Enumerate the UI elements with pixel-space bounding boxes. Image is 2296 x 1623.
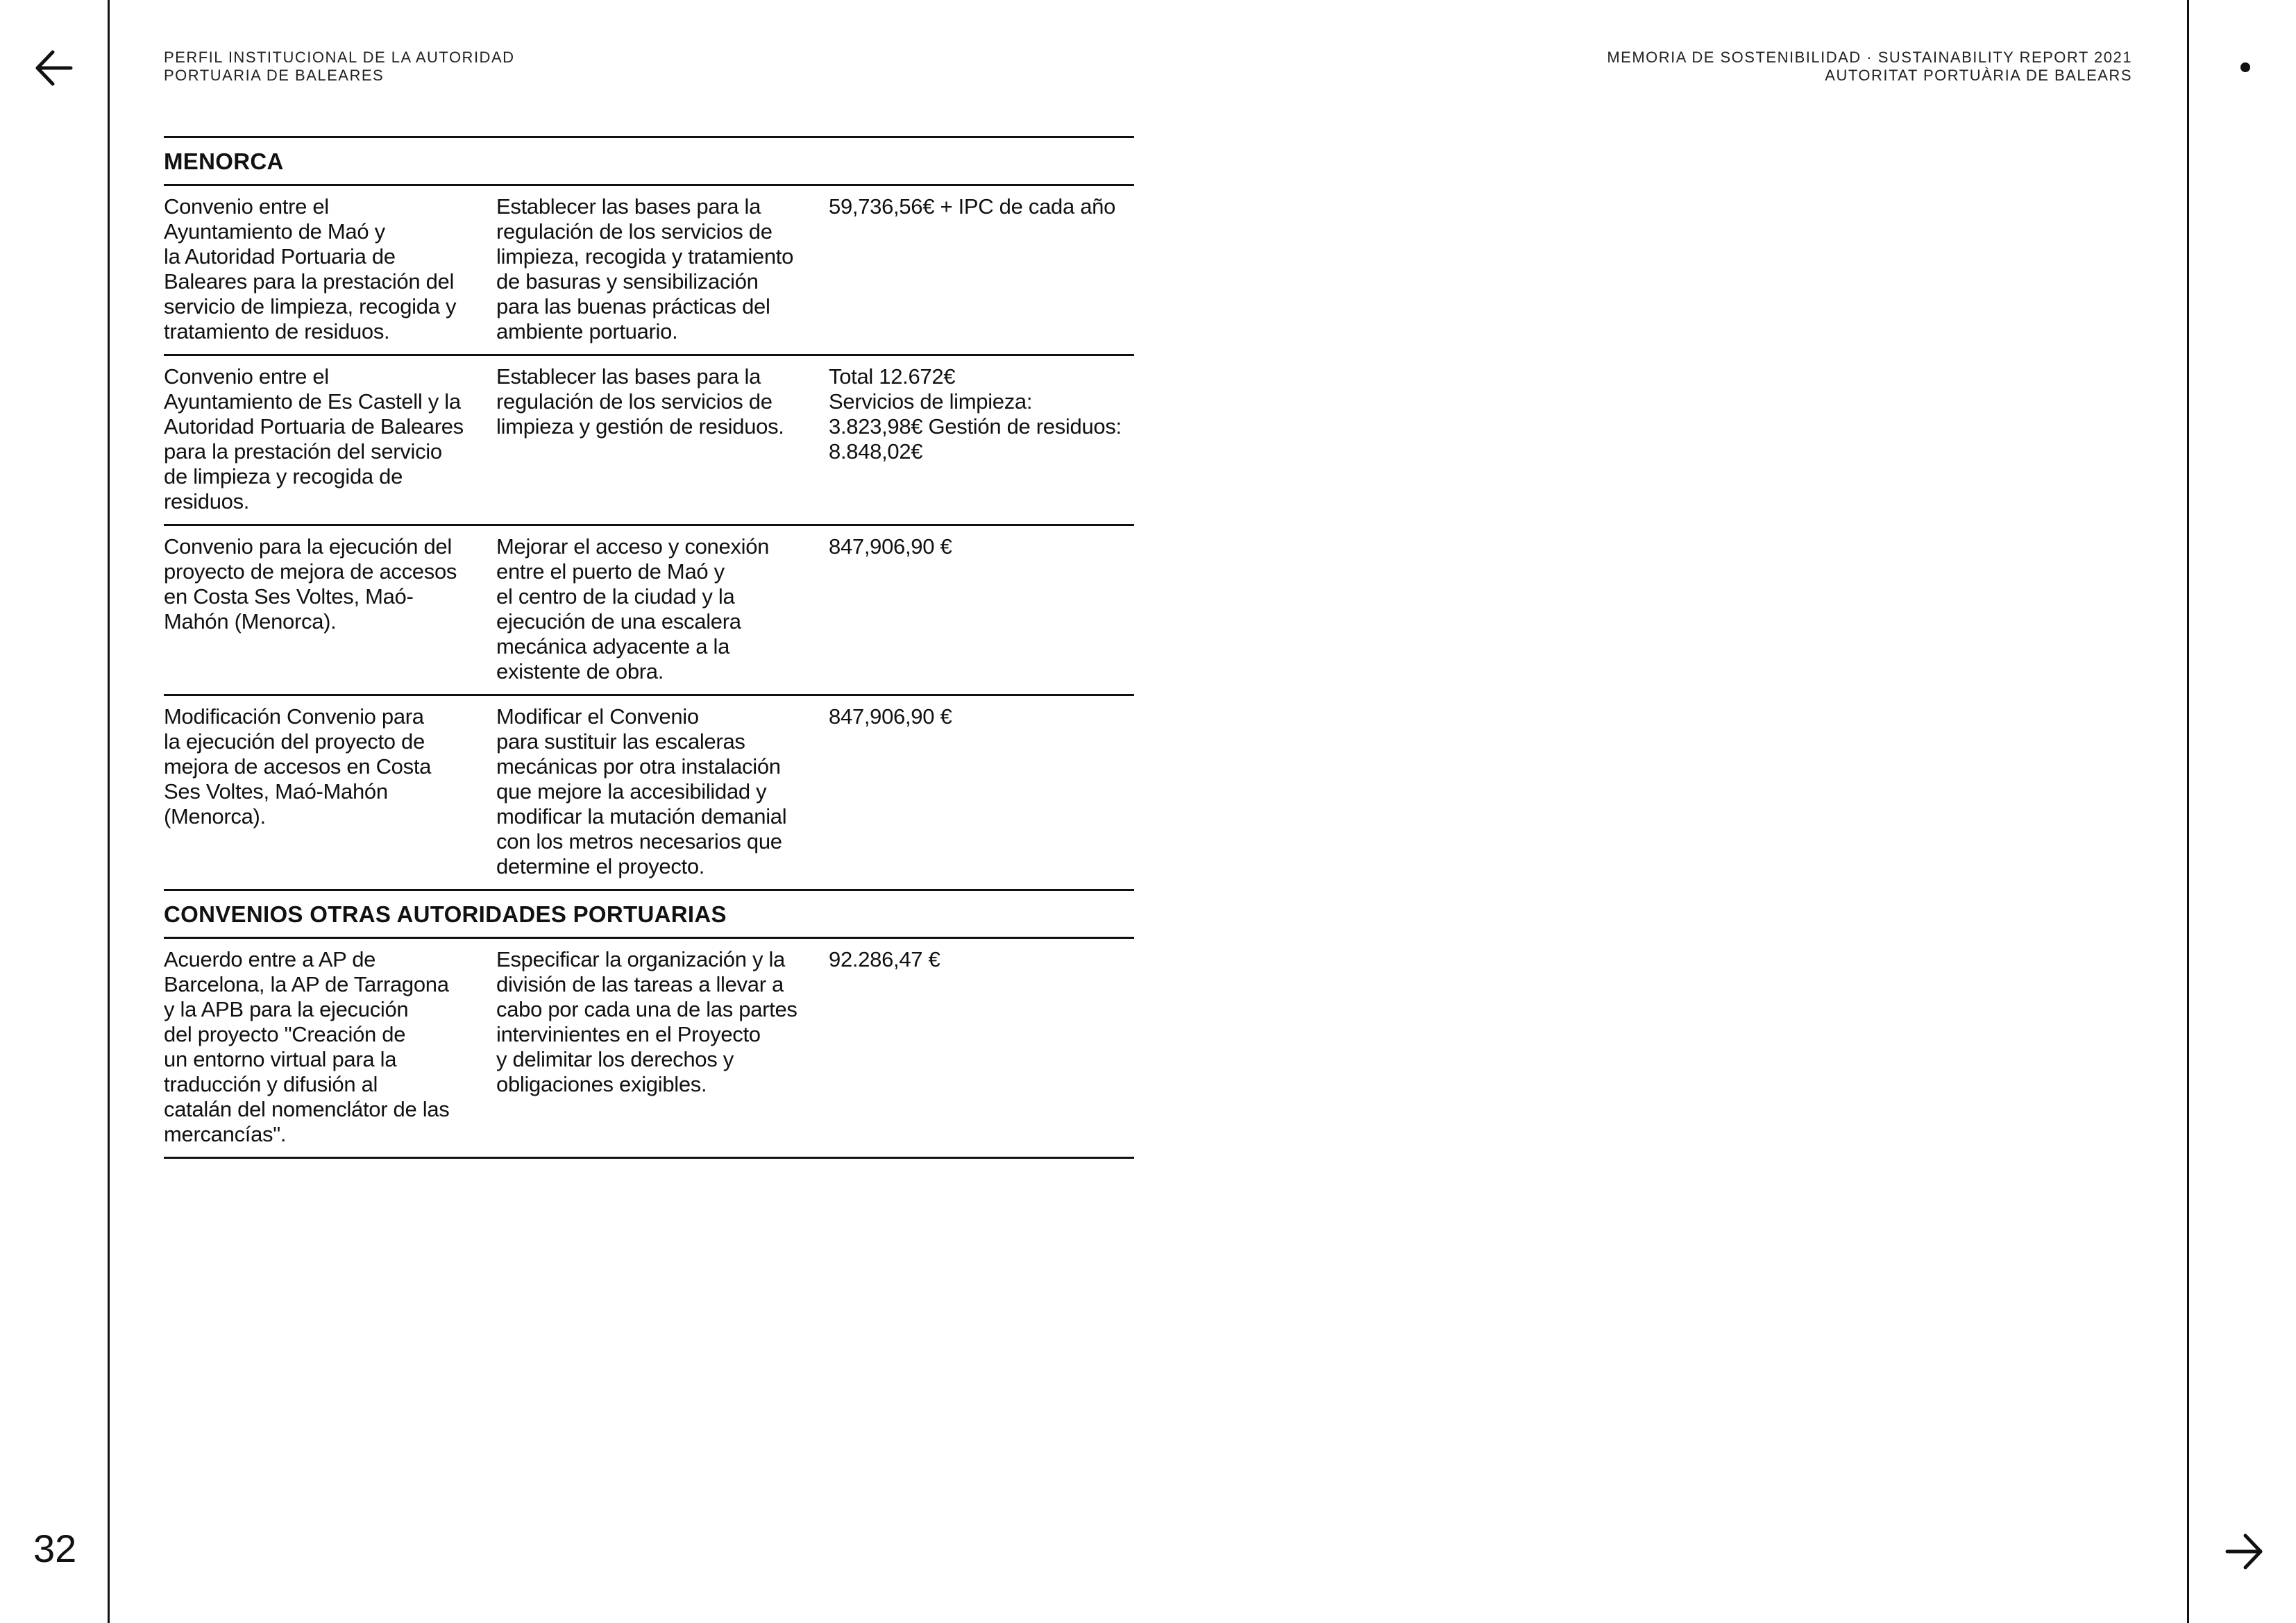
agreement-purpose-cell: Modificar el Convenio para sustituir las escaleras mecánicas por otra instalación que mejore la accesibilidad y modificar la mutación demanial con los metros necesarios que determine el proyecto.: [496, 704, 787, 878]
table-row: [164, 939, 1134, 1159]
agreement-amount-cell: Total 12.672€ Servicios de limpieza: 3.823,98€ Gestión de residuos: 8.848,02€: [829, 364, 1122, 464]
agreement-purpose-cell: Establecer las bases para la regulación de los servicios de limpieza y gestión de residuos.: [496, 364, 784, 439]
agreement-name-cell: Acuerdo entre a AP de Barcelona, la AP de Tarragona y la APB para la ejecución del proyecto "Creación de un entorno virtual para la traducción y difusión al catalán del nomenclátor de las mercancías".: [164, 947, 450, 1146]
agreement-purpose-cell: Especificar la organización y la división de las tareas a llevar a cabo por cada una de las partes intervinientes en el Proyecto y delimitar los derechos y obligaciones exigibles.: [496, 947, 797, 1096]
agreement-purpose-cell: Establecer las bases para la regulación de los servicios de limpieza, recogida y tratamiento de basuras y sensibilización para las buenas prácticas del ambiente portuario.: [496, 194, 794, 343]
section-heading-other-port-authorities: CONVENIOS OTRAS AUTORIDADES PORTUARIAS: [164, 891, 1134, 939]
agreement-name-cell: Convenio entre el Ayuntamiento de Es Castell y la Autoridad Portuaria de Baleares para la prestación del servicio de limpieza y recogida de residuos.: [164, 364, 464, 513]
table-row: [164, 526, 1134, 696]
section-heading-menorca: MENORCA: [164, 136, 1134, 186]
header-report-title: [1607, 49, 2132, 85]
agreement-name-cell: Convenio entre el Ayuntamiento de Maó y la Autoridad Portuaria de Baleares para la prestación del servicio de limpieza, recogida y tratamiento de residuos.: [164, 194, 457, 343]
agreement-amount-cell: 847,906,90 €: [829, 704, 952, 729]
bullet-dot-icon: [2240, 62, 2250, 72]
table-row: [164, 186, 1134, 356]
header-section-title: [164, 49, 515, 85]
table-row: [164, 696, 1134, 891]
agreement-name-cell: Convenio para la ejecución del proyecto de mejora de accesos en Costa Ses Voltes, Maó- Mahón (Menorca).: [164, 534, 457, 634]
header-left-line-1: PERFIL INSTITUCIONAL DE LA AUTORIDAD: [164, 49, 515, 66]
header-right-line-1: MEMORIA DE SOSTENIBILIDAD · SUSTAINABILITY REPORT 2021: [1607, 49, 2132, 66]
agreement-amount-cell: 847,906,90 €: [829, 534, 952, 559]
agreement-amount-cell: 59,736,56€ + IPC de cada año: [829, 194, 1116, 219]
arrow-right-icon[interactable]: [2225, 1532, 2263, 1571]
right-margin-rule: [2187, 0, 2189, 1623]
arrow-left-icon[interactable]: [35, 49, 74, 87]
header-right-line-2: AUTORITAT PORTUÀRIA DE BALEARS: [1825, 67, 2132, 84]
left-margin-rule: [108, 0, 110, 1623]
header-left-line-2: PORTUARIA DE BALEARES: [164, 67, 385, 84]
agreement-amount-cell: 92.286,47 €: [829, 947, 940, 971]
agreements-table: [164, 136, 1134, 1159]
table-row: [164, 356, 1134, 526]
agreement-name-cell: Modificación Convenio para la ejecución del proyecto de mejora de accesos en Costa Ses Voltes, Maó-Mahón (Menorca).: [164, 704, 432, 829]
page-number: 32: [33, 1527, 77, 1570]
agreement-purpose-cell: Mejorar el acceso y conexión entre el puerto de Maó y el centro de la ciudad y la ejecución de una escalera mecánica adyacente a la existente de obra.: [496, 534, 770, 683]
